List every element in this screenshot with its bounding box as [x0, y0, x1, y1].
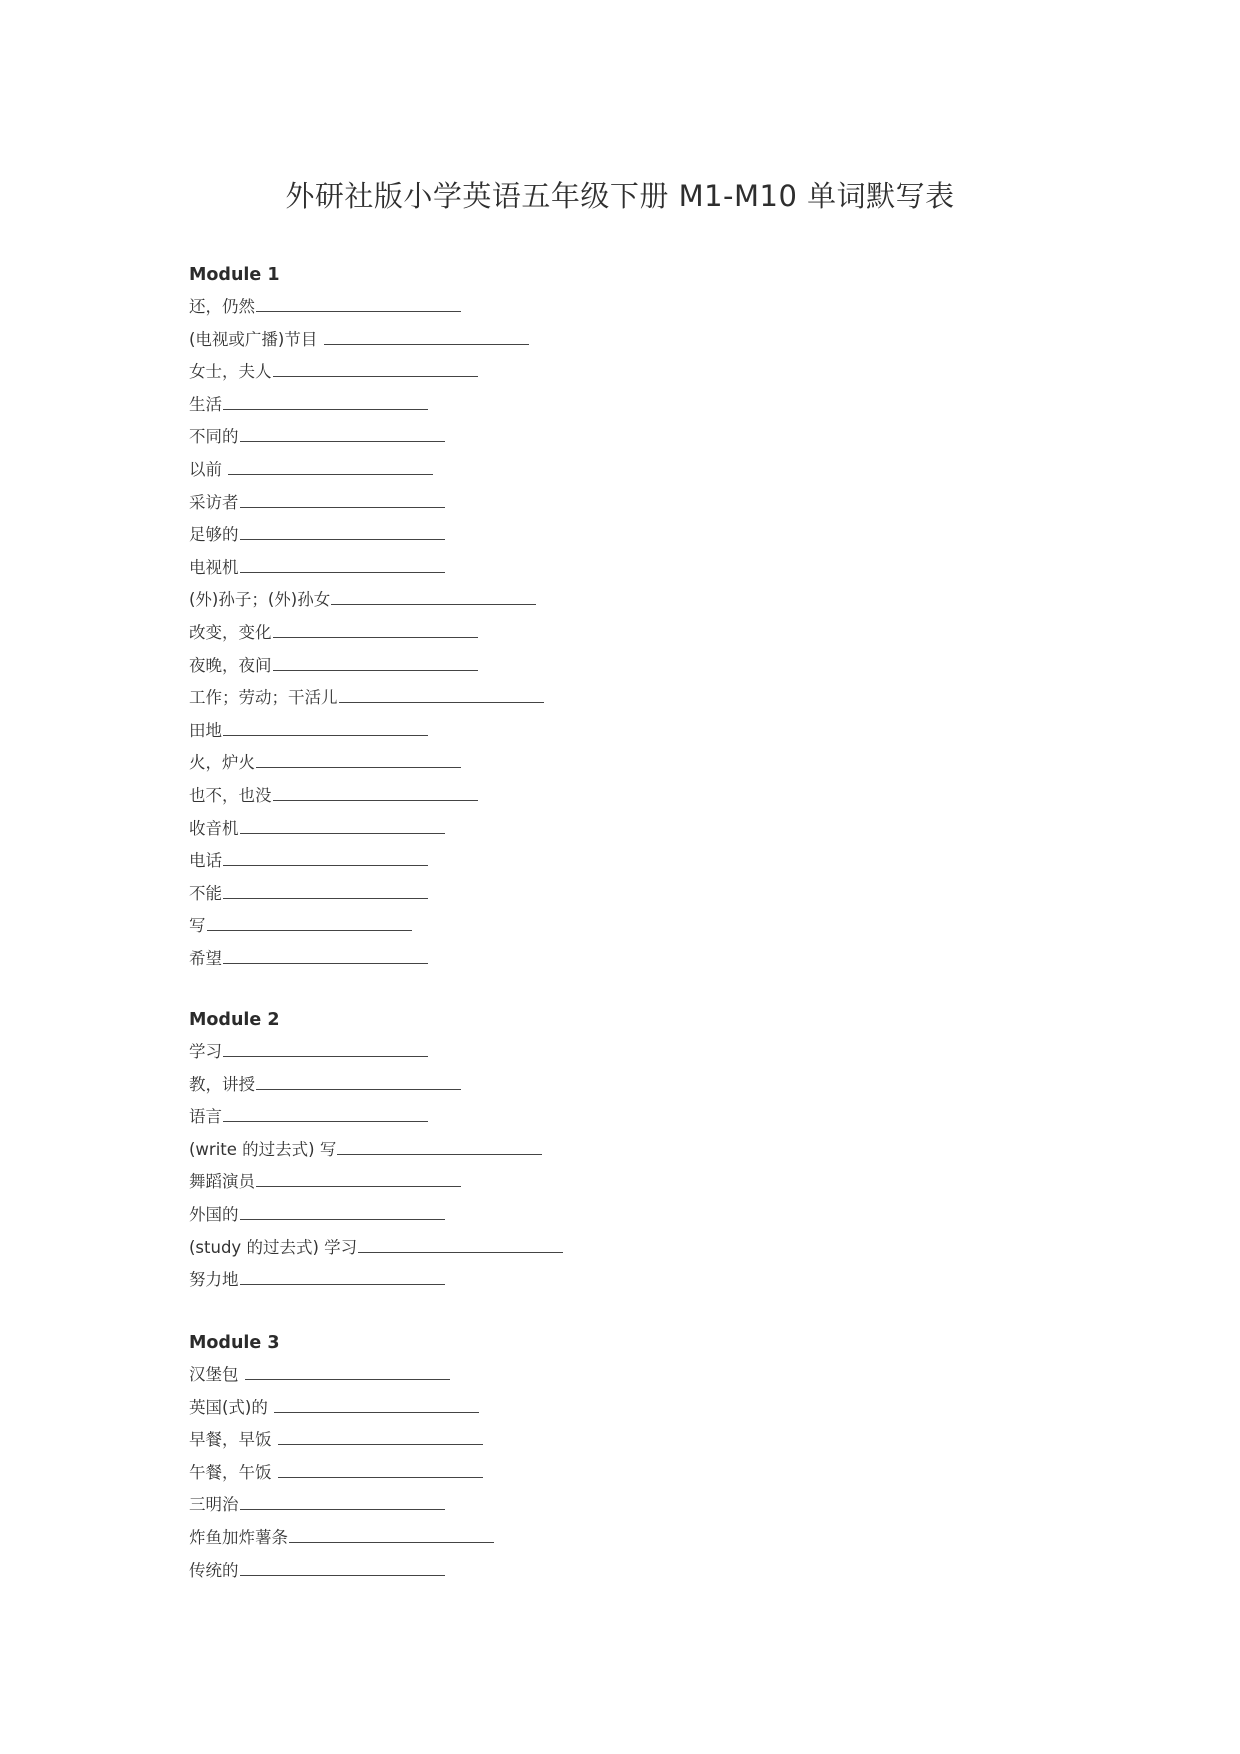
vocab-entry	[189, 682, 1089, 715]
answer-blank[interactable]	[240, 554, 445, 573]
answer-blank[interactable]	[240, 1201, 445, 1220]
vocab-term: 也不，也没	[189, 785, 272, 805]
vocab-entry	[189, 356, 1089, 389]
answer-blank[interactable]	[331, 586, 536, 605]
vocab-entry	[189, 845, 1089, 878]
vocab-entry	[189, 747, 1089, 780]
answer-blank[interactable]	[223, 1038, 428, 1057]
vocab-entry	[189, 1392, 1089, 1425]
answer-blank[interactable]	[278, 1426, 483, 1445]
answer-blank[interactable]	[278, 1459, 483, 1478]
vocab-term: 不同的	[189, 427, 239, 447]
vocab-entry	[189, 1457, 1089, 1490]
answer-blank[interactable]	[223, 880, 428, 899]
module-heading: Module 2	[189, 1010, 280, 1030]
vocab-term: (study 的过去式) 学习	[189, 1237, 358, 1257]
answer-blank[interactable]	[240, 815, 445, 834]
vocab-entry	[189, 1489, 1089, 1522]
vocab-entry	[189, 1522, 1089, 1555]
document-title: 外研社版小学英语五年级下册 M1-M10 单词默写表	[285, 179, 955, 213]
vocab-entry	[189, 421, 1089, 454]
vocab-term: 语言	[189, 1107, 222, 1127]
vocab-term: 舞蹈演员	[189, 1172, 255, 1192]
vocab-entry	[189, 943, 1089, 976]
vocab-entry	[189, 487, 1089, 520]
vocab-entry	[189, 1359, 1089, 1392]
answer-blank[interactable]	[256, 749, 461, 768]
vocab-entry	[189, 1555, 1089, 1588]
vocab-entry	[189, 552, 1089, 585]
answer-blank[interactable]	[223, 391, 428, 410]
vocab-entry	[189, 813, 1089, 846]
vocab-term: 生活	[189, 394, 222, 414]
vocab-term: (电视或广播)节目	[189, 329, 323, 349]
vocab-term: 女士，夫人	[189, 362, 272, 382]
vocab-entry	[189, 910, 1089, 943]
vocab-term: 希望	[189, 948, 222, 968]
vocab-term: 写	[189, 916, 206, 936]
module-heading: Module 3	[189, 1333, 280, 1353]
vocab-term: 午餐，午饭	[189, 1462, 277, 1482]
vocab-entry	[189, 878, 1089, 911]
vocab-term: 收音机	[189, 818, 239, 838]
vocab-entry	[189, 617, 1089, 650]
answer-blank[interactable]	[256, 1071, 461, 1090]
vocab-term: 传统的	[189, 1560, 239, 1580]
answer-blank[interactable]	[289, 1524, 494, 1543]
vocab-term: 足够的	[189, 525, 239, 545]
vocab-term: 还，仍然	[189, 297, 255, 316]
module-1-section	[189, 259, 1089, 975]
answer-blank[interactable]	[339, 684, 544, 703]
module-2-section	[189, 1004, 1089, 1297]
answer-blank[interactable]	[223, 847, 428, 866]
answer-blank[interactable]	[273, 358, 478, 377]
answer-blank[interactable]	[337, 1136, 542, 1155]
answer-blank[interactable]	[256, 293, 461, 312]
vocab-entry	[189, 650, 1089, 683]
vocab-term: 田地	[189, 720, 222, 740]
vocab-entry	[189, 291, 1089, 324]
vocab-term: 教，讲授	[189, 1074, 255, 1094]
module-3-section	[189, 1327, 1089, 1587]
vocab-term: 工作；劳动；干活儿	[189, 688, 338, 708]
answer-blank[interactable]	[207, 912, 412, 931]
answer-blank[interactable]	[240, 1491, 445, 1510]
answer-blank[interactable]	[240, 423, 445, 442]
vocab-entry	[189, 454, 1089, 487]
vocab-term: 火，炉火	[189, 753, 255, 773]
vocab-entry	[189, 1166, 1089, 1199]
vocab-term: 改变，变化	[189, 622, 272, 642]
vocab-term: 三明治	[189, 1495, 239, 1515]
vocab-entry	[189, 1232, 1089, 1265]
vocab-entry	[189, 1069, 1089, 1102]
vocab-term: 电视机	[189, 557, 239, 577]
vocab-entry	[189, 584, 1089, 617]
vocab-entry	[189, 1199, 1089, 1232]
vocab-term: 努力地	[189, 1270, 239, 1290]
answer-blank[interactable]	[274, 1394, 479, 1413]
vocab-entry	[189, 780, 1089, 813]
answer-blank[interactable]	[256, 1168, 461, 1187]
vocab-term: 早餐，早饭	[189, 1430, 277, 1450]
answer-blank[interactable]	[240, 521, 445, 540]
vocab-term: 汉堡包	[189, 1365, 244, 1384]
answer-blank[interactable]	[240, 1266, 445, 1285]
answer-blank[interactable]	[358, 1234, 563, 1253]
vocab-term: 学习	[189, 1042, 222, 1061]
vocab-term: 以前	[189, 459, 228, 479]
vocab-term: 夜晚，夜间	[189, 655, 272, 675]
module-heading: Module 1	[189, 265, 280, 285]
vocab-term: 炸鱼加炸薯条	[189, 1527, 288, 1547]
vocab-entry	[189, 1134, 1089, 1167]
vocab-term: 不能	[189, 883, 222, 903]
answer-blank[interactable]	[223, 1103, 428, 1122]
answer-blank[interactable]	[273, 652, 478, 671]
vocab-term: (write 的过去式) 写	[189, 1139, 337, 1159]
answer-blank[interactable]	[240, 1557, 445, 1576]
vocab-term: 英国(式)的	[189, 1397, 274, 1417]
answer-blank[interactable]	[273, 619, 478, 638]
vocab-entry	[189, 324, 1089, 357]
vocab-term: 外国的	[189, 1204, 239, 1224]
vocab-term: 电话	[189, 851, 222, 871]
vocab-term: (外)孙子；(外)孙女	[189, 590, 331, 610]
vocab-entry	[189, 1264, 1089, 1297]
vocab-entry	[189, 1101, 1089, 1134]
vocab-entry	[189, 389, 1089, 422]
vocab-entry	[189, 519, 1089, 552]
answer-blank[interactable]	[223, 945, 428, 964]
answer-blank[interactable]	[273, 782, 478, 801]
answer-blank[interactable]	[228, 456, 433, 475]
answer-blank[interactable]	[245, 1361, 450, 1380]
vocab-entry	[189, 1036, 1089, 1069]
vocab-entry	[189, 1424, 1089, 1457]
answer-blank[interactable]	[240, 489, 445, 508]
vocab-term: 采访者	[189, 492, 239, 512]
vocab-entry	[189, 715, 1089, 748]
answer-blank[interactable]	[324, 326, 529, 345]
answer-blank[interactable]	[223, 717, 428, 736]
